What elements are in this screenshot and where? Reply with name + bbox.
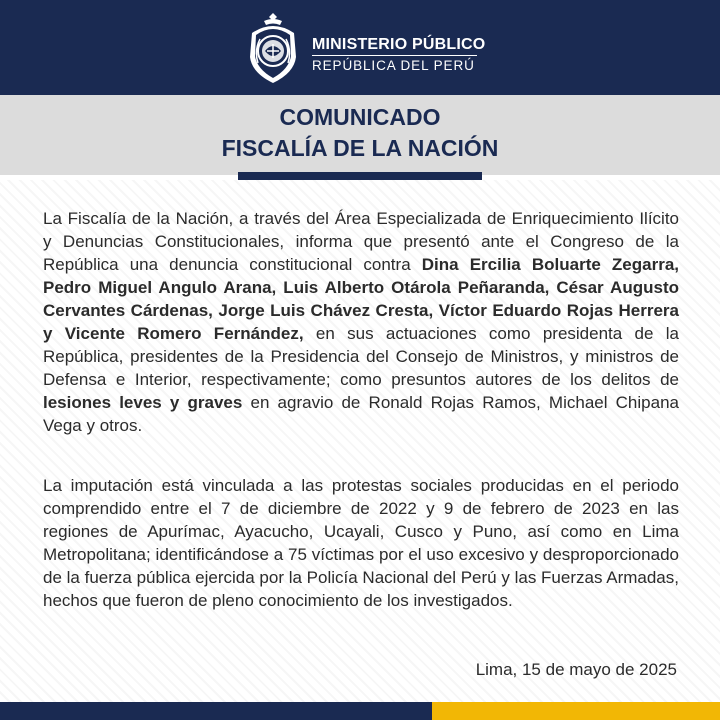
- brand-country: REPÚBLICA DEL PERÚ: [312, 58, 475, 73]
- paragraph-1: [43, 207, 679, 437]
- p1-intro: La Fiscalía de la Nación, a través del Área Especializada de Enriquecimiento Ilícito y Denuncias Constitucionales, informa que presentó ante el Congreso de la República una denuncia constitucional contra: [43, 209, 679, 274]
- brand-block: [312, 36, 485, 73]
- accused-names: Dina Ercilia Boluarte Zegarra, Pedro Miguel Angulo Arana, Luis Alberto Otárola Peñaranda, César Augusto Cervantes Cárdenas, Jorge Luis Chávez Cresta, Víctor Eduardo Rojas Herrera y Vicente Romero Fernández,: [43, 255, 679, 343]
- crimes: lesiones leves y graves: [43, 393, 243, 412]
- page-title: COMUNICADO: [279, 104, 441, 130]
- footer-bar-gold: [432, 702, 720, 720]
- paragraph-2: La imputación está vinculada a las protestas sociales producidas en el periodo comprendido entre el 7 de diciembre de 2022 y 9 de febrero de 2023 en las regiones de Apurímac, Ayacucho, Ucayali, Cusco y Puno, así como en Lima Metropolitana; identificándose a 75 víctimas por el uso excesivo y desproporcionado de la fuerza pública ejercida por la Policía Nacional del Perú y las Fuerzas Armadas, hechos que fueron de pleno conocimiento de los investigados.: [43, 476, 679, 610]
- header-bar: [0, 0, 720, 95]
- p1-end: en agravio de Ronald Rojas Ramos, Michael Chipana Vega y otros.: [43, 393, 679, 435]
- ministerio-publico-seal-icon: [244, 11, 302, 85]
- title-underline: [238, 172, 482, 180]
- footer-bar-navy: [0, 702, 432, 720]
- brand-name: MINISTERIO PÚBLICO: [312, 36, 486, 53]
- page-subtitle: FISCALÍA DE LA NACIÓN: [221, 135, 499, 161]
- date-line: Lima, 15 de mayo de 2025: [475, 660, 677, 679]
- p1-middle: en sus actuaciones como presidenta de la República, presidentes de la Presidencia del Consejo de Ministros, y ministros de Defensa e Interior, respectivamente; como presuntos autores de los delitos de: [43, 324, 679, 389]
- brand-divider: [312, 55, 477, 56]
